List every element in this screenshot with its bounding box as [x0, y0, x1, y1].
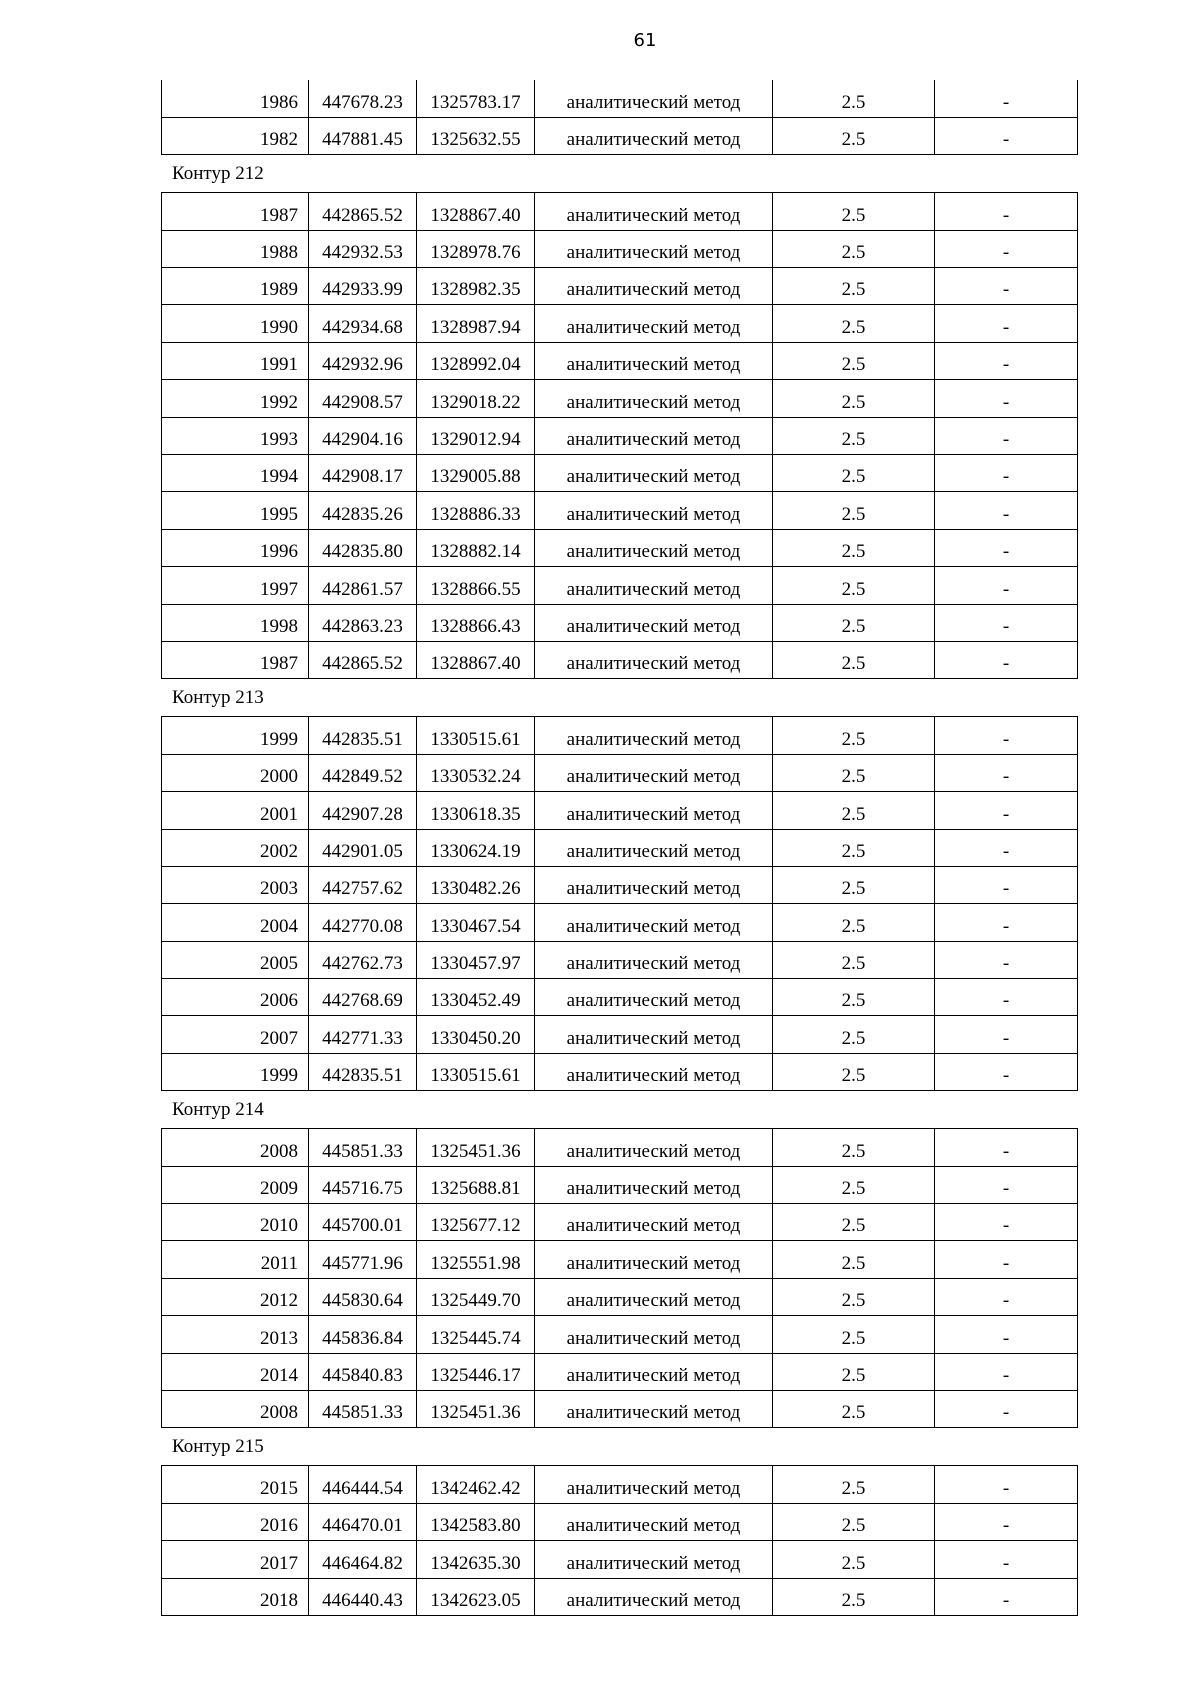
- x-coordinate-cell: 442835.26: [309, 492, 417, 529]
- table-row: [162, 193, 1078, 230]
- accuracy-cell: 2.5: [773, 1278, 935, 1315]
- point-number-cell: 2006: [162, 979, 309, 1016]
- y-coordinate-cell: 1330467.54: [417, 904, 535, 941]
- accuracy-cell: 2.5: [773, 417, 935, 454]
- note-cell: -: [935, 1391, 1078, 1428]
- point-number-cell: 2008: [162, 1391, 309, 1428]
- point-number-cell: 1987: [162, 193, 309, 230]
- y-coordinate-cell: 1329005.88: [417, 455, 535, 492]
- accuracy-cell: 2.5: [773, 193, 935, 230]
- table-row: [162, 1578, 1078, 1615]
- accuracy-cell: 2.5: [773, 1353, 935, 1390]
- accuracy-cell: 2.5: [773, 717, 935, 754]
- x-coordinate-cell: 442863.23: [309, 604, 417, 641]
- contour-section: [161, 155, 1077, 679]
- x-coordinate-cell: 442901.05: [309, 829, 417, 866]
- x-coordinate-cell: 442932.96: [309, 342, 417, 379]
- y-coordinate-cell: 1329018.22: [417, 380, 535, 417]
- x-coordinate-cell: 442907.28: [309, 792, 417, 829]
- note-cell: -: [935, 829, 1078, 866]
- accuracy-cell: 2.5: [773, 1316, 935, 1353]
- accuracy-cell: 2.5: [773, 80, 935, 117]
- method-cell: аналитический метод: [535, 941, 773, 978]
- y-coordinate-cell: 1325451.36: [417, 1129, 535, 1166]
- table-row: [162, 492, 1078, 529]
- table-row: [162, 268, 1078, 305]
- y-coordinate-cell: 1328978.76: [417, 230, 535, 267]
- point-number-cell: 2017: [162, 1541, 309, 1578]
- point-number-cell: 2016: [162, 1503, 309, 1540]
- table-row: [162, 792, 1078, 829]
- note-cell: -: [935, 117, 1078, 154]
- x-coordinate-cell: 442934.68: [309, 305, 417, 342]
- method-cell: аналитический метод: [535, 1016, 773, 1053]
- note-cell: -: [935, 904, 1078, 941]
- method-cell: аналитический метод: [535, 1316, 773, 1353]
- contour-table-body: [162, 717, 1078, 1091]
- x-coordinate-cell: 442904.16: [309, 417, 417, 454]
- method-cell: аналитический метод: [535, 417, 773, 454]
- table-row: [162, 380, 1078, 417]
- contour-table: [161, 1128, 1078, 1428]
- contour-table-body: [162, 193, 1078, 679]
- table-row: [162, 417, 1078, 454]
- method-cell: аналитический метод: [535, 1278, 773, 1315]
- table-row: [162, 80, 1078, 117]
- note-cell: -: [935, 1053, 1078, 1090]
- method-cell: аналитический метод: [535, 754, 773, 791]
- note-cell: -: [935, 80, 1078, 117]
- x-coordinate-cell: 445700.01: [309, 1204, 417, 1241]
- table-row: [162, 1503, 1078, 1540]
- accuracy-cell: 2.5: [773, 941, 935, 978]
- table-row: [162, 342, 1078, 379]
- accuracy-cell: 2.5: [773, 230, 935, 267]
- contour-section: [161, 1428, 1077, 1616]
- note-cell: -: [935, 1578, 1078, 1615]
- y-coordinate-cell: 1325451.36: [417, 1391, 535, 1428]
- note-cell: -: [935, 1316, 1078, 1353]
- table-row: [162, 1466, 1078, 1503]
- accuracy-cell: 2.5: [773, 492, 935, 529]
- y-coordinate-cell: 1325446.17: [417, 1353, 535, 1390]
- contour-title: Контур 213: [172, 687, 264, 709]
- note-cell: -: [935, 305, 1078, 342]
- x-coordinate-cell: 442770.08: [309, 904, 417, 941]
- accuracy-cell: 2.5: [773, 604, 935, 641]
- method-cell: аналитический метод: [535, 829, 773, 866]
- contour-table-body: [162, 1466, 1078, 1616]
- point-number-cell: 1990: [162, 305, 309, 342]
- point-number-cell: 1982: [162, 117, 309, 154]
- y-coordinate-cell: 1325688.81: [417, 1166, 535, 1203]
- y-coordinate-cell: 1330450.20: [417, 1016, 535, 1053]
- x-coordinate-cell: 442908.17: [309, 455, 417, 492]
- x-coordinate-cell: 442835.51: [309, 717, 417, 754]
- point-number-cell: 2013: [162, 1316, 309, 1353]
- table-row: [162, 1204, 1078, 1241]
- table-row: [162, 904, 1078, 941]
- point-number-cell: 1993: [162, 417, 309, 454]
- x-coordinate-cell: 442933.99: [309, 268, 417, 305]
- note-cell: -: [935, 492, 1078, 529]
- note-cell: -: [935, 1353, 1078, 1390]
- method-cell: аналитический метод: [535, 1466, 773, 1503]
- y-coordinate-cell: 1328866.55: [417, 567, 535, 604]
- accuracy-cell: 2.5: [773, 1053, 935, 1090]
- accuracy-cell: 2.5: [773, 1541, 935, 1578]
- x-coordinate-cell: 445716.75: [309, 1166, 417, 1203]
- accuracy-cell: 2.5: [773, 455, 935, 492]
- table-row: [162, 1278, 1078, 1315]
- point-number-cell: 2014: [162, 1353, 309, 1390]
- point-number-cell: 1987: [162, 641, 309, 678]
- accuracy-cell: 2.5: [773, 1241, 935, 1278]
- x-coordinate-cell: 442865.52: [309, 641, 417, 678]
- method-cell: аналитический метод: [535, 1241, 773, 1278]
- table-row: [162, 604, 1078, 641]
- point-number-cell: 1999: [162, 717, 309, 754]
- note-cell: -: [935, 417, 1078, 454]
- accuracy-cell: 2.5: [773, 305, 935, 342]
- note-cell: -: [935, 567, 1078, 604]
- y-coordinate-cell: 1328982.35: [417, 268, 535, 305]
- x-coordinate-cell: 442861.57: [309, 567, 417, 604]
- note-cell: -: [935, 1278, 1078, 1315]
- y-coordinate-cell: 1325445.74: [417, 1316, 535, 1353]
- x-coordinate-cell: 442835.80: [309, 529, 417, 566]
- table-row: [162, 1053, 1078, 1090]
- method-cell: аналитический метод: [535, 230, 773, 267]
- accuracy-cell: 2.5: [773, 641, 935, 678]
- accuracy-cell: 2.5: [773, 1166, 935, 1203]
- x-coordinate-cell: 442932.53: [309, 230, 417, 267]
- y-coordinate-cell: 1325677.12: [417, 1204, 535, 1241]
- x-coordinate-cell: 446440.43: [309, 1578, 417, 1615]
- accuracy-cell: 2.5: [773, 754, 935, 791]
- x-coordinate-cell: 442849.52: [309, 754, 417, 791]
- note-cell: -: [935, 979, 1078, 1016]
- accuracy-cell: 2.5: [773, 1204, 935, 1241]
- method-cell: аналитический метод: [535, 641, 773, 678]
- method-cell: аналитический метод: [535, 567, 773, 604]
- note-cell: -: [935, 230, 1078, 267]
- method-cell: аналитический метод: [535, 1166, 773, 1203]
- method-cell: аналитический метод: [535, 1541, 773, 1578]
- method-cell: аналитический метод: [535, 80, 773, 117]
- method-cell: аналитический метод: [535, 1503, 773, 1540]
- method-cell: аналитический метод: [535, 529, 773, 566]
- table-row: [162, 866, 1078, 903]
- point-number-cell: 1999: [162, 1053, 309, 1090]
- note-cell: -: [935, 380, 1078, 417]
- contour-section: [161, 1091, 1077, 1428]
- x-coordinate-cell: 445836.84: [309, 1316, 417, 1353]
- table-row: [162, 979, 1078, 1016]
- y-coordinate-cell: 1330457.97: [417, 941, 535, 978]
- x-coordinate-cell: 445840.83: [309, 1353, 417, 1390]
- x-coordinate-cell: 446464.82: [309, 1541, 417, 1578]
- note-cell: -: [935, 941, 1078, 978]
- point-number-cell: 2007: [162, 1016, 309, 1053]
- x-coordinate-cell: 447678.23: [309, 80, 417, 117]
- continuation-table: [161, 80, 1078, 155]
- note-cell: -: [935, 604, 1078, 641]
- contour-table-body: [162, 1129, 1078, 1428]
- point-number-cell: 2012: [162, 1278, 309, 1315]
- note-cell: -: [935, 1503, 1078, 1540]
- point-number-cell: 1988: [162, 230, 309, 267]
- note-cell: -: [935, 1016, 1078, 1053]
- x-coordinate-cell: 447881.45: [309, 117, 417, 154]
- method-cell: аналитический метод: [535, 1204, 773, 1241]
- x-coordinate-cell: 445830.64: [309, 1278, 417, 1315]
- accuracy-cell: 2.5: [773, 1578, 935, 1615]
- x-coordinate-cell: 442768.69: [309, 979, 417, 1016]
- table-row: [162, 1241, 1078, 1278]
- y-coordinate-cell: 1328866.43: [417, 604, 535, 641]
- accuracy-cell: 2.5: [773, 1391, 935, 1428]
- table-row: [162, 1166, 1078, 1203]
- y-coordinate-cell: 1342462.42: [417, 1466, 535, 1503]
- continuation-table-body: [162, 80, 1078, 155]
- note-cell: -: [935, 1204, 1078, 1241]
- y-coordinate-cell: 1328886.33: [417, 492, 535, 529]
- table-row: [162, 1391, 1078, 1428]
- table-row: [162, 1016, 1078, 1053]
- method-cell: аналитический метод: [535, 1578, 773, 1615]
- accuracy-cell: 2.5: [773, 1503, 935, 1540]
- point-number-cell: 1991: [162, 342, 309, 379]
- table-row: [162, 305, 1078, 342]
- table-row: [162, 1129, 1078, 1166]
- point-number-cell: 2003: [162, 866, 309, 903]
- y-coordinate-cell: 1329012.94: [417, 417, 535, 454]
- note-cell: -: [935, 1241, 1078, 1278]
- table-row: [162, 455, 1078, 492]
- note-cell: -: [935, 455, 1078, 492]
- accuracy-cell: 2.5: [773, 529, 935, 566]
- point-number-cell: 2009: [162, 1166, 309, 1203]
- x-coordinate-cell: 446444.54: [309, 1466, 417, 1503]
- note-cell: -: [935, 717, 1078, 754]
- x-coordinate-cell: 442908.57: [309, 380, 417, 417]
- method-cell: аналитический метод: [535, 1053, 773, 1090]
- contour-table: [161, 716, 1078, 1091]
- method-cell: аналитический метод: [535, 1129, 773, 1166]
- note-cell: -: [935, 342, 1078, 379]
- y-coordinate-cell: 1325449.70: [417, 1278, 535, 1315]
- accuracy-cell: 2.5: [773, 342, 935, 379]
- note-cell: -: [935, 792, 1078, 829]
- accuracy-cell: 2.5: [773, 904, 935, 941]
- method-cell: аналитический метод: [535, 342, 773, 379]
- table-row: [162, 1353, 1078, 1390]
- accuracy-cell: 2.5: [773, 792, 935, 829]
- method-cell: аналитический метод: [535, 717, 773, 754]
- point-number-cell: 2010: [162, 1204, 309, 1241]
- table-row: [162, 1316, 1078, 1353]
- point-number-cell: 1992: [162, 380, 309, 417]
- method-cell: аналитический метод: [535, 193, 773, 230]
- y-coordinate-cell: 1325632.55: [417, 117, 535, 154]
- x-coordinate-cell: 442757.62: [309, 866, 417, 903]
- y-coordinate-cell: 1342623.05: [417, 1578, 535, 1615]
- y-coordinate-cell: 1330618.35: [417, 792, 535, 829]
- table-row: [162, 754, 1078, 791]
- x-coordinate-cell: 445771.96: [309, 1241, 417, 1278]
- point-number-cell: 1995: [162, 492, 309, 529]
- method-cell: аналитический метод: [535, 866, 773, 903]
- accuracy-cell: 2.5: [773, 866, 935, 903]
- point-number-cell: 2011: [162, 1241, 309, 1278]
- accuracy-cell: 2.5: [773, 567, 935, 604]
- x-coordinate-cell: 442865.52: [309, 193, 417, 230]
- accuracy-cell: 2.5: [773, 380, 935, 417]
- note-cell: -: [935, 193, 1078, 230]
- y-coordinate-cell: 1330515.61: [417, 717, 535, 754]
- y-coordinate-cell: 1330515.61: [417, 1053, 535, 1090]
- accuracy-cell: 2.5: [773, 1129, 935, 1166]
- table-row: [162, 641, 1078, 678]
- point-number-cell: 2004: [162, 904, 309, 941]
- accuracy-cell: 2.5: [773, 829, 935, 866]
- y-coordinate-cell: 1328867.40: [417, 641, 535, 678]
- method-cell: аналитический метод: [535, 380, 773, 417]
- table-row: [162, 1541, 1078, 1578]
- page-number: 61: [633, 30, 657, 51]
- y-coordinate-cell: 1328992.04: [417, 342, 535, 379]
- table-row: [162, 230, 1078, 267]
- table-row: [162, 717, 1078, 754]
- contour-section: [161, 679, 1077, 1091]
- contour-sections: [161, 155, 1077, 1616]
- contour-table: [161, 192, 1078, 679]
- y-coordinate-cell: 1342635.30: [417, 1541, 535, 1578]
- table-row: [162, 567, 1078, 604]
- point-number-cell: 2008: [162, 1129, 309, 1166]
- method-cell: аналитический метод: [535, 1391, 773, 1428]
- y-coordinate-cell: 1330532.24: [417, 754, 535, 791]
- table-row: [162, 529, 1078, 566]
- note-cell: -: [935, 866, 1078, 903]
- note-cell: -: [935, 1466, 1078, 1503]
- note-cell: -: [935, 268, 1078, 305]
- point-number-cell: 2001: [162, 792, 309, 829]
- table-row: [162, 117, 1078, 154]
- y-coordinate-cell: 1328987.94: [417, 305, 535, 342]
- point-number-cell: 2015: [162, 1466, 309, 1503]
- note-cell: -: [935, 1541, 1078, 1578]
- point-number-cell: 1996: [162, 529, 309, 566]
- table-row: [162, 941, 1078, 978]
- x-coordinate-cell: 446470.01: [309, 1503, 417, 1540]
- note-cell: -: [935, 754, 1078, 791]
- note-cell: -: [935, 1129, 1078, 1166]
- point-number-cell: 2005: [162, 941, 309, 978]
- table-row: [162, 829, 1078, 866]
- contour-title: Контур 214: [172, 1099, 264, 1121]
- point-number-cell: 2018: [162, 1578, 309, 1615]
- method-cell: аналитический метод: [535, 979, 773, 1016]
- note-cell: -: [935, 1166, 1078, 1203]
- point-number-cell: 1989: [162, 268, 309, 305]
- method-cell: аналитический метод: [535, 455, 773, 492]
- y-coordinate-cell: 1325551.98: [417, 1241, 535, 1278]
- x-coordinate-cell: 445851.33: [309, 1129, 417, 1166]
- y-coordinate-cell: 1328882.14: [417, 529, 535, 566]
- note-cell: -: [935, 641, 1078, 678]
- y-coordinate-cell: 1325783.17: [417, 80, 535, 117]
- x-coordinate-cell: 442771.33: [309, 1016, 417, 1053]
- accuracy-cell: 2.5: [773, 268, 935, 305]
- method-cell: аналитический метод: [535, 117, 773, 154]
- x-coordinate-cell: 442762.73: [309, 941, 417, 978]
- method-cell: аналитический метод: [535, 904, 773, 941]
- accuracy-cell: 2.5: [773, 1466, 935, 1503]
- note-cell: -: [935, 529, 1078, 566]
- contour-title: Контур 212: [172, 163, 264, 185]
- accuracy-cell: 2.5: [773, 979, 935, 1016]
- y-coordinate-cell: 1330624.19: [417, 829, 535, 866]
- point-number-cell: 1998: [162, 604, 309, 641]
- point-number-cell: 2002: [162, 829, 309, 866]
- method-cell: аналитический метод: [535, 305, 773, 342]
- y-coordinate-cell: 1330452.49: [417, 979, 535, 1016]
- point-number-cell: 1997: [162, 567, 309, 604]
- accuracy-cell: 2.5: [773, 1016, 935, 1053]
- coordinates-document: [161, 80, 1077, 1616]
- point-number-cell: 1994: [162, 455, 309, 492]
- point-number-cell: 2000: [162, 754, 309, 791]
- method-cell: аналитический метод: [535, 792, 773, 829]
- x-coordinate-cell: 442835.51: [309, 1053, 417, 1090]
- contour-table: [161, 1465, 1078, 1616]
- y-coordinate-cell: 1342583.80: [417, 1503, 535, 1540]
- contour-title: Контур 215: [172, 1436, 264, 1458]
- method-cell: аналитический метод: [535, 1353, 773, 1390]
- x-coordinate-cell: 445851.33: [309, 1391, 417, 1428]
- method-cell: аналитический метод: [535, 268, 773, 305]
- point-number-cell: 1986: [162, 80, 309, 117]
- y-coordinate-cell: 1330482.26: [417, 866, 535, 903]
- method-cell: аналитический метод: [535, 604, 773, 641]
- method-cell: аналитический метод: [535, 492, 773, 529]
- y-coordinate-cell: 1328867.40: [417, 193, 535, 230]
- accuracy-cell: 2.5: [773, 117, 935, 154]
